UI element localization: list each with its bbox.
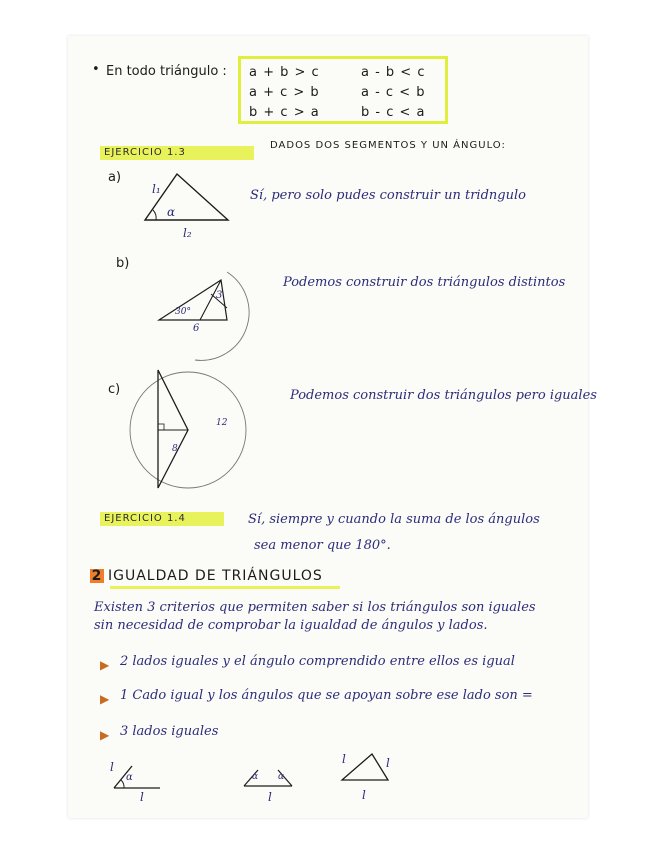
fig-a-label-l1: l₁ [152,182,161,196]
criterion-1-bullet: ▶ [100,658,110,672]
item-a-answer: Sí, pero solo pudes construir un tridngulo [250,188,526,203]
section-2-intro-2: sin necesidad de comprobar la igualdad de ángulos y lados. [94,618,488,633]
sketch-1-alpha: α [126,772,133,783]
fig-b-label-3: 3 [216,290,223,301]
sketch-2-l: l [268,790,272,804]
exercise-14-answer-2: sea menor que 180°. [254,538,391,553]
criterion-3: 3 lados iguales [120,724,219,739]
sketch-3-l2: l [386,756,390,770]
inequalities-box [238,56,448,124]
fig-a-label-l2: l₂ [183,226,192,240]
item-b-answer: Podemos construir dos triángulos distintos [283,275,566,290]
sketch-3-l3: l [362,788,366,802]
exercise-13-tag: EJERCICIO 1.3 [100,146,254,160]
fig-a-label-alpha: α [167,205,176,219]
ineq-right-1: a - b < c [361,65,426,80]
ineq-left-2: a + c > b [249,85,320,100]
criterion-2: 1 Cado igual y los ángulos que se apoyan sobre ese lado son = [120,688,533,703]
criterion-3-bullet: ▶ [100,728,110,742]
criterion-1: 2 lados iguales y el ángulo comprendido entre ellos es igual [120,654,515,669]
figure-b-triangles [155,268,255,368]
section-2-title [90,568,323,584]
section-2-number: 2 [91,568,103,584]
fig-c-label-12: 12 [216,418,228,428]
ineq-right-2: a - c < b [361,85,426,100]
intro-label: En todo triángulo : [106,64,227,79]
item-b-label: b) [116,256,130,271]
sketch-2-alpha1: α [252,772,259,782]
criterion-2-bullet: ▶ [100,692,110,706]
section-2-title-text: IGUALDAD DE TRIÁNGULOS [108,568,323,584]
sketch-asa [242,766,302,796]
figure-c-circle-triangles [130,368,250,498]
sketch-1-l1: l [110,760,114,774]
sketch-3-l1: l [342,752,346,766]
bullet: • [92,62,100,77]
fig-b-label-6: 6 [193,323,200,334]
sketch-1-l2: l [140,790,144,804]
sketch-2-alpha2: α [278,772,285,782]
ineq-left-1: a + b > c [249,65,320,80]
section-2-underline [110,586,340,589]
section-2-intro-1: Existen 3 criterios que permiten saber si los triángulos son iguales [94,600,536,615]
exercise-13-prompt: DADOS DOS SEGMENTOS Y UN ÁNGULO: [270,140,506,151]
ineq-left-3: b + c > a [249,105,320,120]
item-c-answer: Podemos construir dos triángulos pero iguales [290,388,597,403]
exercise-14-tag: EJERCICIO 1.4 [100,512,224,526]
item-c-label: c) [108,382,121,397]
fig-b-label-angle: 30° [175,307,191,317]
ineq-right-3: b - c < a [361,105,426,120]
exercise-14-answer-1: Sí, siempre y cuando la suma de los ángulos [248,512,540,527]
fig-c-label-8: 8 [172,444,178,454]
item-a-label: a) [108,170,122,185]
